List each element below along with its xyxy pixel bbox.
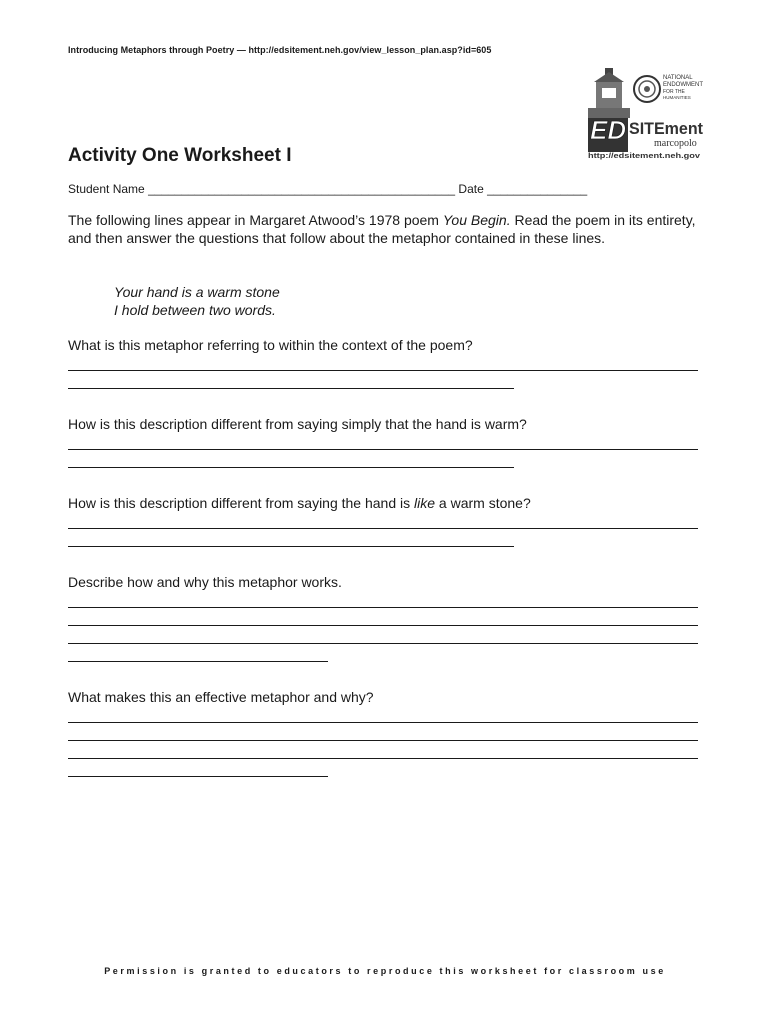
- schoolhouse-logo-icon: [586, 68, 706, 160]
- svg-text:SITEment: SITEment: [629, 119, 704, 138]
- poem-line: Your hand is a warm stone: [114, 284, 280, 300]
- worksheet-title: Activity One Worksheet I: [68, 145, 292, 166]
- answer-line[interactable]: [68, 661, 328, 662]
- date-label: Date: [458, 182, 484, 196]
- permission-footer: Permission is granted to educators to reproduce this worksheet for classroom use: [104, 966, 666, 976]
- date-field[interactable]: _______________: [487, 182, 588, 196]
- edsitement-logo: [586, 68, 706, 160]
- intro-paragraph: The following lines appear in Margaret Atwood’s 1978 poem You Begin. Read the poem in its entirety, and then answer the questions that follow about the metaphor contained in these lines.: [68, 212, 696, 246]
- answer-line[interactable]: [68, 643, 698, 644]
- poem-title: You Begin.: [442, 212, 511, 228]
- header-source-line: Introducing Metaphors through Poetry — http://edsitement.neh.gov/view_lesson_plan.asp?id=605: [68, 45, 492, 55]
- svg-text:marcopolo: marcopolo: [654, 138, 697, 149]
- question-5: What makes this an effective metaphor and why?: [68, 689, 374, 705]
- answer-line[interactable]: [68, 776, 328, 777]
- student-name-field[interactable]: ______________________________________________: [148, 182, 456, 196]
- answer-line[interactable]: [68, 546, 514, 547]
- question-4: Describe how and why this metaphor works.: [68, 574, 342, 590]
- svg-text:ED: ED: [590, 115, 627, 145]
- svg-text:FOR THE: FOR THE: [663, 89, 685, 95]
- answer-line[interactable]: [68, 467, 514, 468]
- svg-text:http://edsitement.neh.gov: http://edsitement.neh.gov: [588, 151, 702, 160]
- svg-text:NATIONAL: NATIONAL: [663, 75, 693, 81]
- answer-line[interactable]: [68, 625, 698, 626]
- student-name-label: Student Name: [68, 182, 145, 196]
- poem-line: I hold between two words.: [114, 302, 276, 318]
- question-2: How is this description different from saying simply that the hand is warm?: [68, 416, 527, 432]
- answer-line[interactable]: [68, 740, 698, 741]
- answer-line[interactable]: [68, 370, 698, 371]
- poem-excerpt: [114, 283, 280, 319]
- answer-line[interactable]: [68, 722, 698, 723]
- svg-text:ENDOWMENT: ENDOWMENT: [663, 82, 703, 88]
- svg-text:HUMANITIES: HUMANITIES: [663, 95, 691, 100]
- answer-line[interactable]: [68, 449, 698, 450]
- question-1: What is this metaphor referring to within the context of the poem?: [68, 337, 473, 353]
- answer-line[interactable]: [68, 607, 698, 608]
- answer-line[interactable]: [68, 758, 698, 759]
- student-info-line: [68, 182, 587, 196]
- answer-line[interactable]: [68, 388, 514, 389]
- answer-line[interactable]: [68, 528, 698, 529]
- question-3: How is this description different from saying the hand is like a warm stone?: [68, 495, 531, 511]
